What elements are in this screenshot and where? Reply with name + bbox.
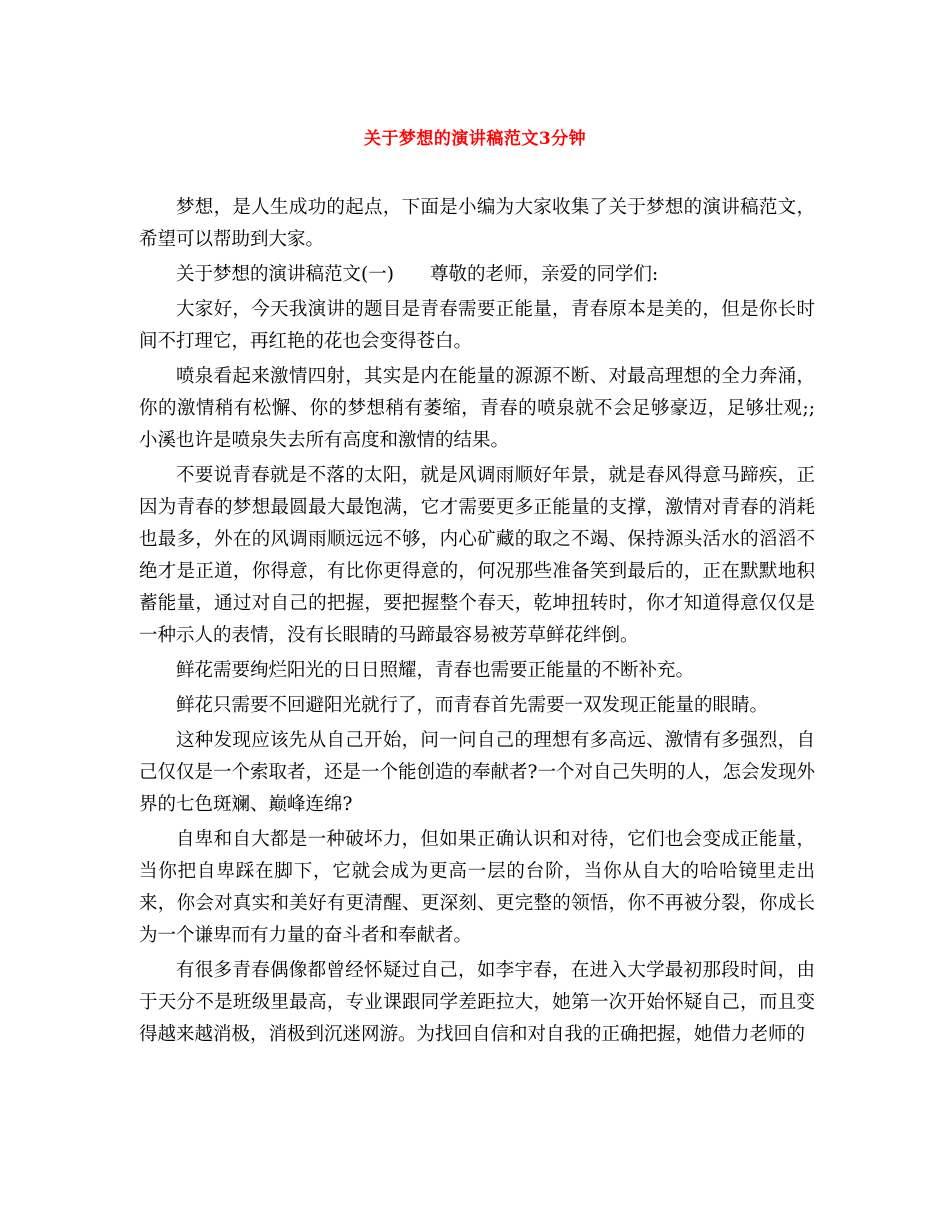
body-paragraph-1: 大家好，今天我演讲的题目是青春需要正能量，青春原本是美的，但是你长时间不打理它，再红艳的花也会变得苍白。 [139,299,815,352]
document-title: 关于梦想的演讲稿范文3分钟 [363,129,587,149]
intro-paragraph: 梦想，是人生成功的起点，下面是小编为大家收集了关于梦想的演讲稿范文，希望可以帮助到大家。 [139,197,815,250]
body-paragraph-2: 喷泉看起来激情四射，其实是内在能量的源源不断、对最高理想的全力奔涌，你的激情稍有松懈、你的梦想稍有萎缩，青春的喷泉就不会足够豪迈，足够壮观;;小溪也许是喷泉失去所有高度和激情的结果。 [139,366,815,451]
body-paragraph-4: 鲜花需要绚烂阳光的日日照耀，青春也需要正能量的不断补充。 [176,660,695,681]
body-paragraph-5: 鲜花只需要不回避阳光就行了，而青春首先需要一双发现正能量的眼睛。 [176,695,769,716]
document-body [139,192,815,1054]
body-paragraph-7: 自卑和自大都是一种破坏力，但如果正确认识和对待，它们也会变成正能量，当你把自卑踩在脚下，它就会成为更高一层的台阶，当你从自大的哈哈镜里走出来，你会对真实和美好有更清醒、更深刻、更完整的领悟，你不再被分裂，你成长为一个谦卑而有力量的奋斗者和奉献者。 [139,829,815,946]
section-heading: 关于梦想的演讲稿范文(一) [176,264,394,285]
salutation: 尊敬的老师，亲爱的同学们: [429,264,659,285]
body-paragraph-3: 不要说青春就是不落的太阳，就是风调雨顺好年景，就是春风得意马蹄疾，正因为青春的梦想最圆最大最饱满，它才需要更多正能量的支撑，激情对青春的消耗也最多，外在的风调雨顺远远不够，内心矿藏的取之不竭、保持源头活水的滔滔不绝才是正道，你得意，有比你更得意的，何况那些准备笑到最后的，正在默默地积蓄能量，通过对自己的把握，要把握整个春天，乾坤扭转时，你才知道得意仅仅是一种示人的表情，没有长眼睛的马蹄最容易被芳草鲜花绊倒。 [139,465,815,646]
section-heading-line [139,259,815,291]
body-paragraph-8: 有很多青春偶像都曾经怀疑过自己，如李宇春，在进入大学最初那段时间，由于天分不是班级里最高，专业课跟同学差距拉大，她第一次开始怀疑自己，而且变得越来越消极，消极到沉迷网游。为找回自信和对自我的正确把握，她借力老师的 [139,960,815,1045]
body-paragraph-6: 这种发现应该先从自己开始，问一问自己的理想有多高远、激情有多强烈，自己仅仅是一个索取者，还是一个能创造的奉献者?一个对自己失明的人，怎会发现外界的七色斑斓、巅峰连绵? [139,730,815,815]
